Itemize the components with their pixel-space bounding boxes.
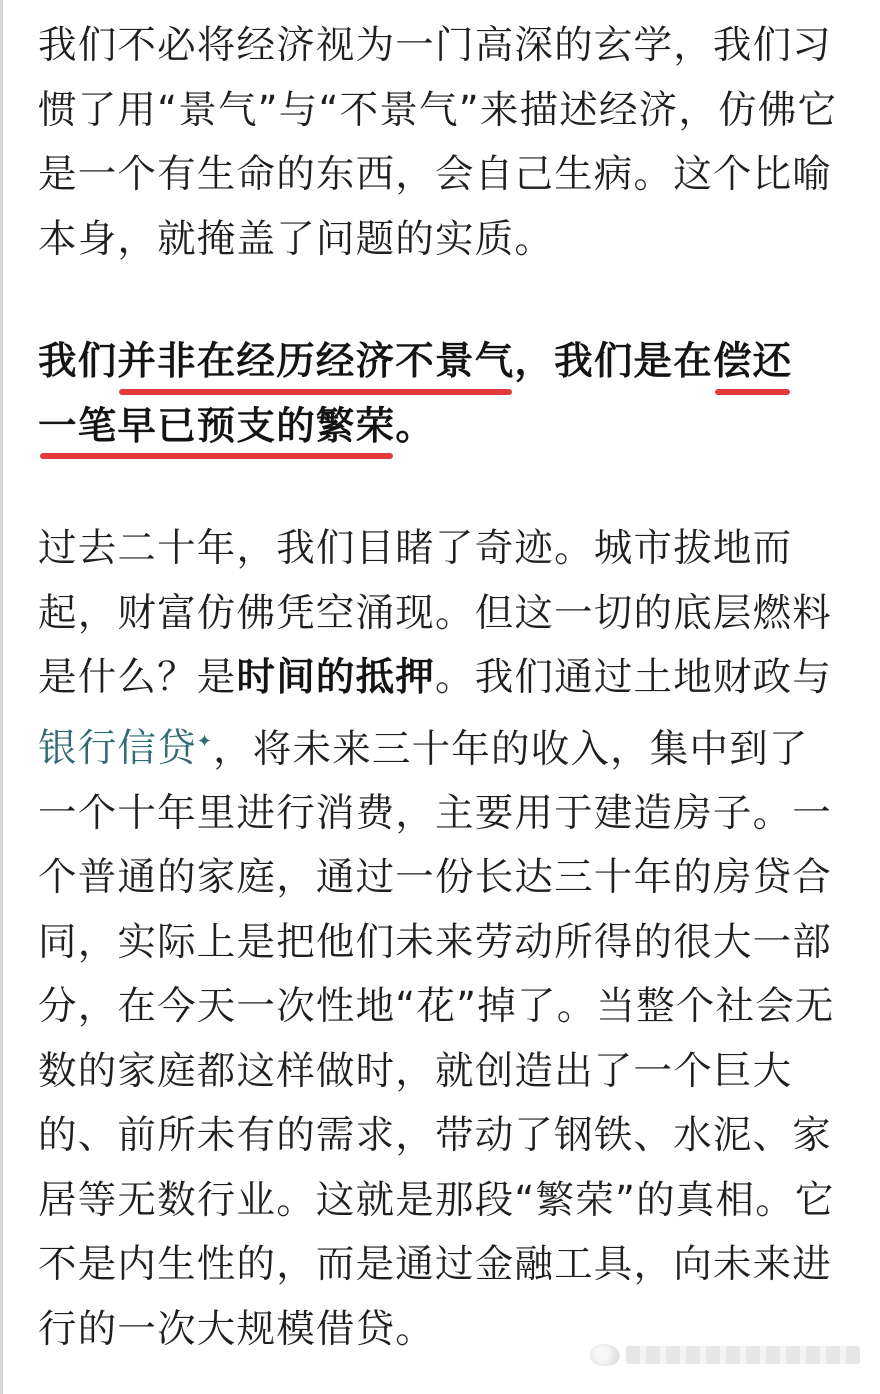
p2-underline-3: 一笔早已预支的繁荣: [38, 395, 395, 460]
p3-text-1: 过去二十年，我们目睹了奇迹。城市拔地而起，财富仿佛凭空涌现。但这一切的底层燃料是什么？是: [38, 526, 833, 700]
watermark-text: [626, 1346, 860, 1364]
p3-text-3: ，将未来三十年的收入，集中到了一个十年里进行消费，主要用于建造房子。一个普通的家庭，通过一份长达三十年的房贷合同，实际上是把他们未来劳动所得的很大一部分，在今天一次性地“花”掉了。当整个社会无数的家庭都这样做时，就创造出了一个巨大的、前所未有的需求，带动了钢铁、水泥、家居等无数行业。这就是那段“繁荣”的真相。它不是内生性的，而是通过金融工具，向未来进行的一次大规模借贷。: [38, 726, 835, 1352]
paragraph-gap: [38, 272, 838, 330]
p2-text-3: 。: [395, 403, 436, 449]
article-body: [38, 14, 838, 1362]
weibo-logo-icon: [590, 1344, 620, 1366]
p3-text-2: 。我们通过土地财政与: [435, 655, 833, 700]
watermark: [590, 1338, 860, 1372]
sparkle-icon: ✦: [196, 731, 214, 753]
paragraph-gap: [38, 459, 838, 517]
p3-bold-phrase: 时间的抵押: [236, 655, 436, 700]
p2-text-2: ，我们是在: [514, 339, 713, 384]
p2-underline-1: 并非在经历经济不景气: [117, 330, 514, 395]
bank-credit-link[interactable]: [38, 726, 213, 771]
left-border: [0, 0, 3, 1394]
paragraph-1: 我们不必将经济视为一门高深的玄学，我们习惯了用“景气”与“不景气”来描述经济，仿佛它是一个有生命的东西，会自己生病。这个比喻本身，就掩盖了问题的实质。: [38, 23, 838, 262]
paragraph-3: [38, 517, 838, 1362]
bank-credit-link-label: 银行信贷: [38, 726, 197, 772]
paragraph-2: [38, 330, 838, 459]
p2-text-1: 我们: [38, 339, 118, 384]
p2-underline-2: 偿还: [713, 330, 792, 395]
